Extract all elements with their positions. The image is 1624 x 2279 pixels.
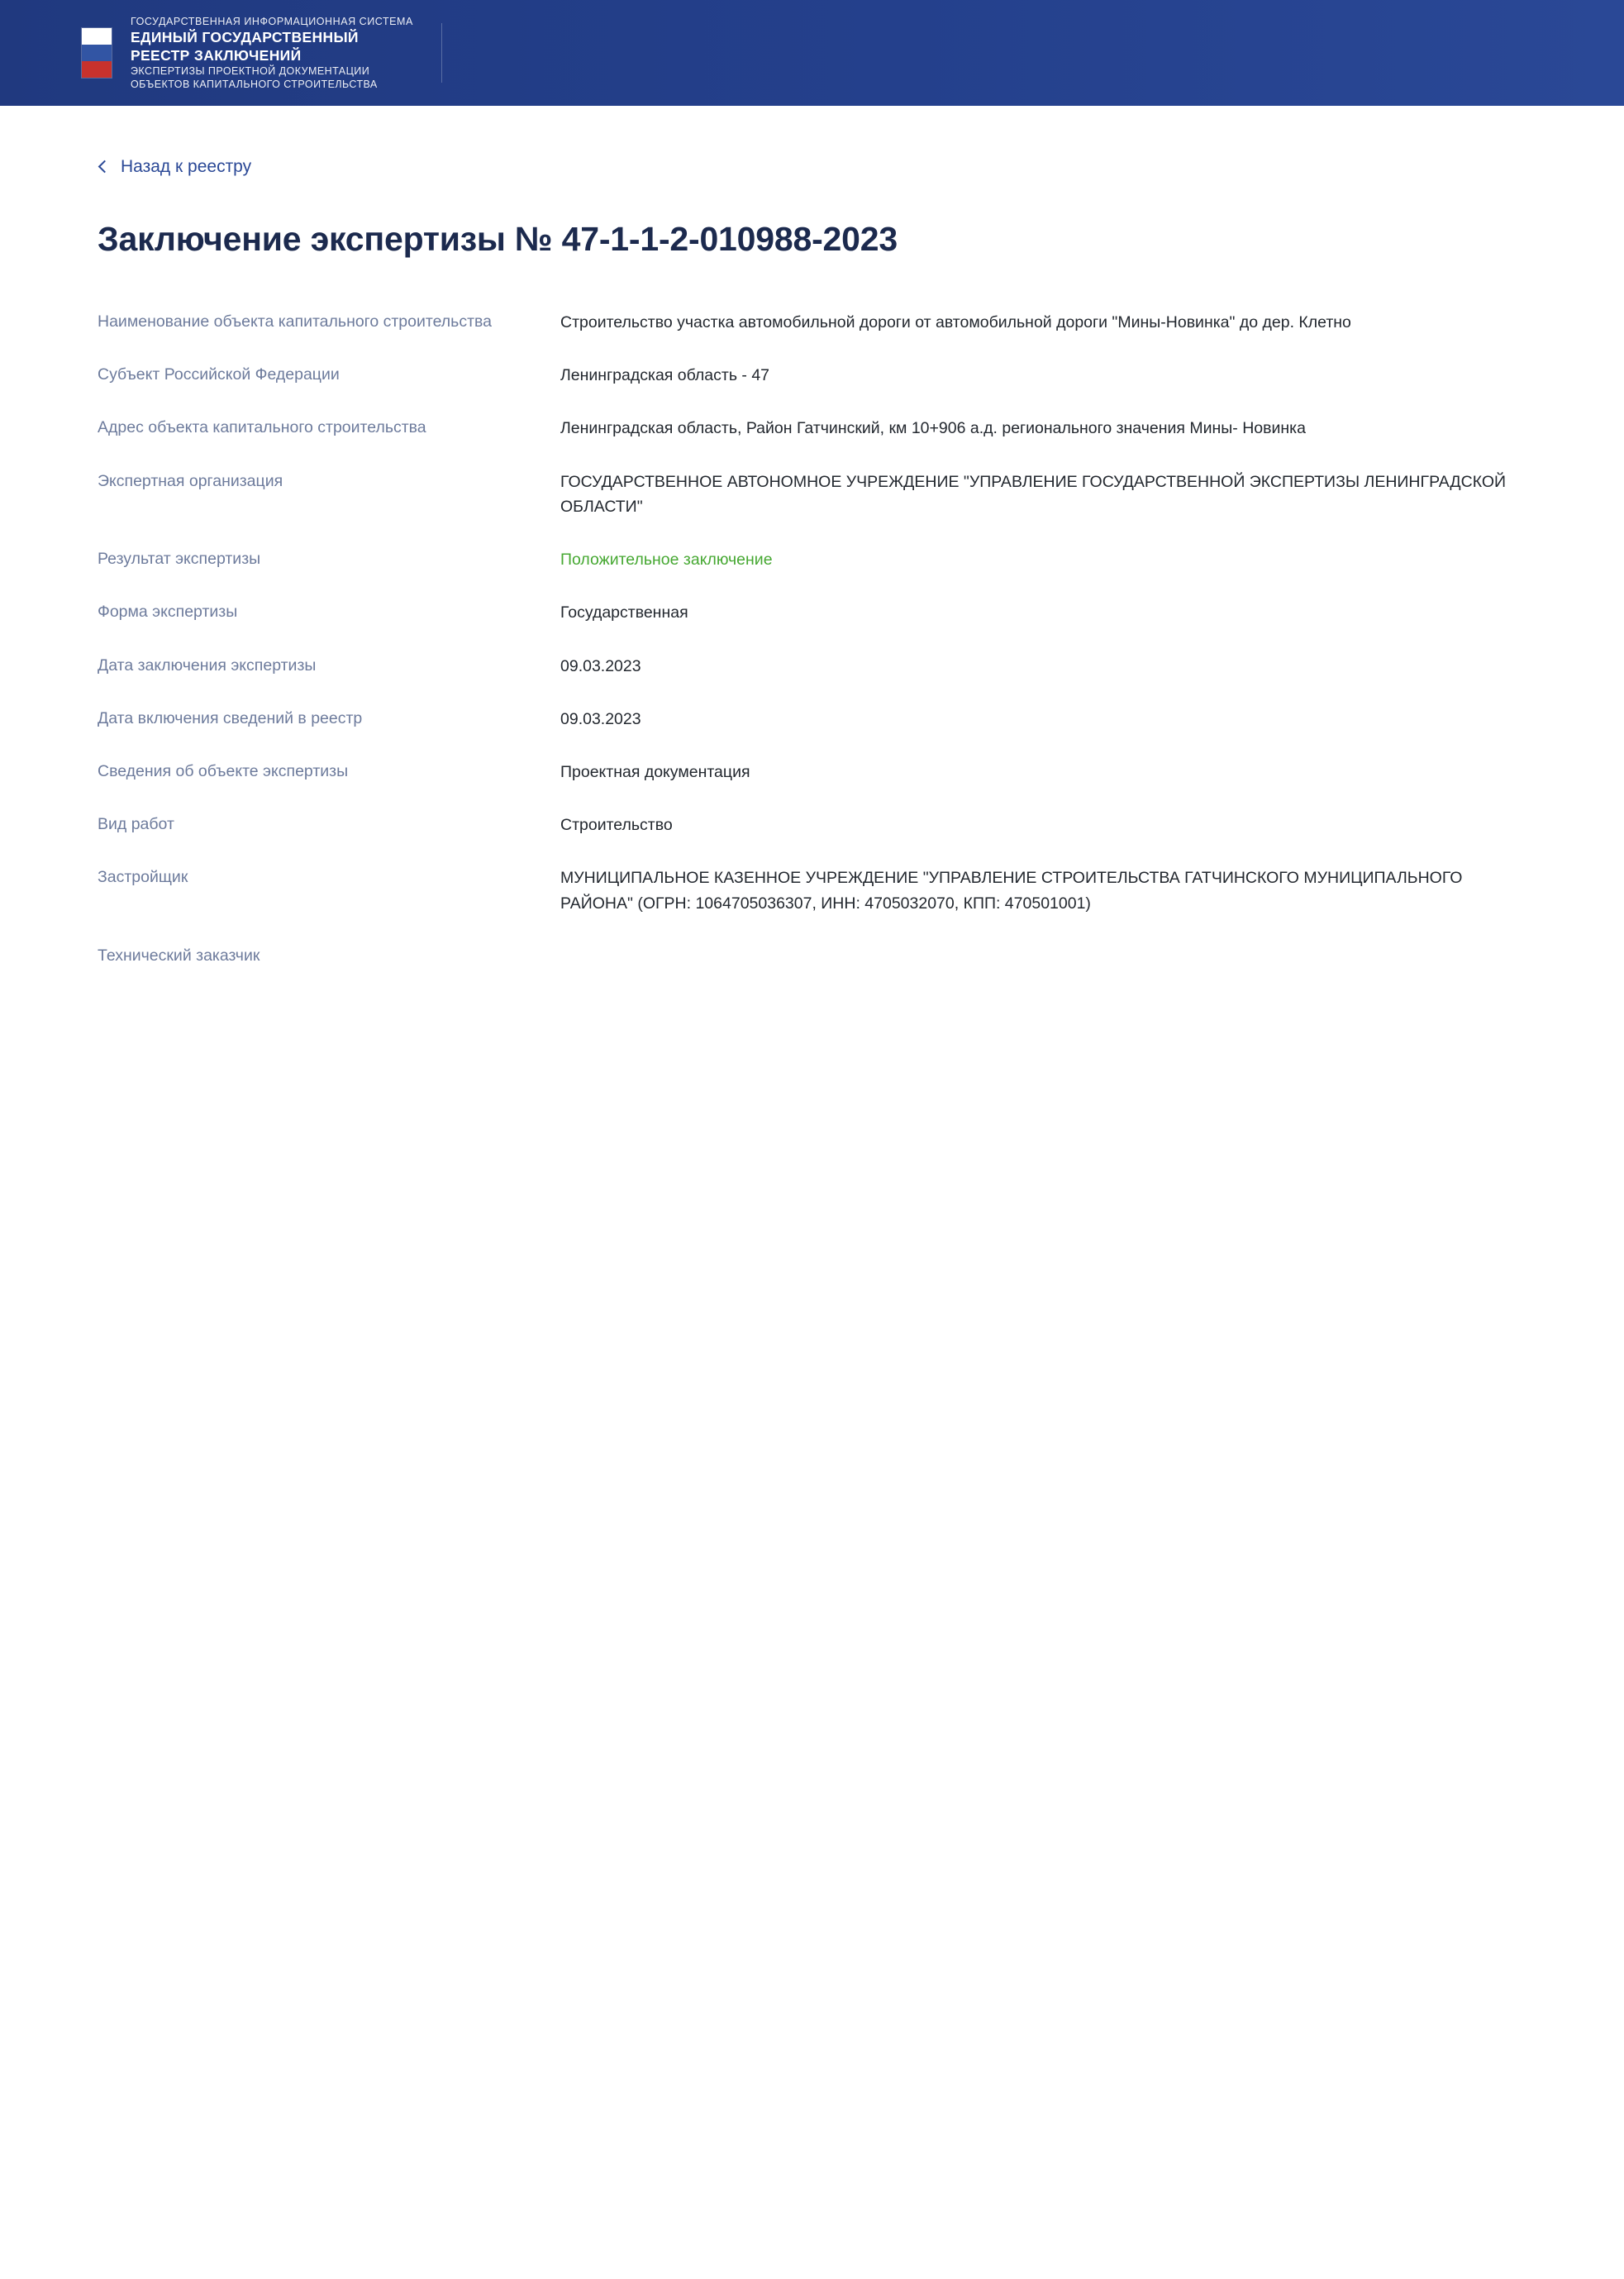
detail-value: ГОСУДАРСТВЕННОЕ АВТОНОМНОЕ УЧРЕЖДЕНИЕ "УПРАВЛЕНИЕ ГОСУДАРСТВЕННОЙ ЭКСПЕРТИЗЫ ЛЕНИНГРАДСКОЙ ОБЛАСТИ" bbox=[560, 472, 1507, 516]
russian-flag-icon bbox=[81, 27, 112, 79]
detail-label: Застройщик bbox=[98, 868, 188, 887]
detail-value: 09.03.2023 bbox=[560, 709, 641, 728]
detail-label: Экспертная организация bbox=[98, 471, 283, 490]
detail-row bbox=[98, 363, 1533, 416]
detail-label: Результат экспертизы bbox=[98, 550, 261, 569]
site-header bbox=[0, 0, 1624, 106]
detail-row bbox=[98, 813, 1533, 865]
detail-value: Государственная bbox=[560, 603, 688, 622]
detail-label: Субъект Российской Федерации bbox=[98, 365, 340, 384]
detail-row bbox=[98, 470, 1533, 547]
detail-row bbox=[98, 944, 1533, 968]
back-to-registry-link[interactable] bbox=[98, 157, 251, 177]
logo-divider bbox=[441, 23, 442, 83]
detail-row bbox=[98, 707, 1533, 760]
detail-value: Ленинградская область - 47 bbox=[560, 366, 770, 385]
detail-label: Дата заключения экспертизы bbox=[98, 656, 317, 675]
logo-line-2: ЕДИНЫЙ ГОСУДАРСТВЕННЫЙ bbox=[131, 28, 359, 45]
conclusion-details bbox=[98, 310, 1533, 968]
detail-value: Строительство участка автомобильной дороги от автомобильной дороги "Мины-Новинка" до дер. Клетно bbox=[560, 313, 1351, 331]
logo-line-3: РЕЕСТР ЗАКЛЮЧЕНИЙ bbox=[131, 47, 302, 64]
detail-row bbox=[98, 547, 1533, 600]
detail-row bbox=[98, 600, 1533, 653]
detail-row bbox=[98, 416, 1533, 469]
page-title: Заключение экспертизы № 47-1-1-2-010988-2023 bbox=[98, 220, 898, 258]
logo-text bbox=[131, 15, 413, 92]
detail-label: Адрес объекта капитального строительства bbox=[98, 418, 426, 437]
page-content bbox=[0, 106, 1624, 968]
site-logo[interactable] bbox=[81, 15, 413, 92]
chevron-left-icon bbox=[98, 161, 109, 173]
detail-label: Наименование объекта капитального строительства bbox=[98, 312, 493, 331]
detail-value: Ленинградская область, Район Гатчинский, км 10+906 а.д. регионального значения Мины- Новинка bbox=[560, 419, 1306, 438]
back-to-registry-label: Назад к реестру bbox=[121, 157, 252, 176]
detail-value: МУНИЦИПАЛЬНОЕ КАЗЕННОЕ УЧРЕЖДЕНИЕ "УПРАВЛЕНИЕ СТРОИТЕЛЬСТВА ГАТЧИНСКОГО МУНИЦИПАЛЬНОГО РАЙОНА" (ОГРН: 1064705036307, ИНН: 4705032070, КПП: 470501001) bbox=[560, 869, 1463, 913]
detail-value: Проектная документация bbox=[560, 762, 750, 781]
logo-line-4: ЭКСПЕРТИЗЫ ПРОЕКТНОЙ ДОКУМЕНТАЦИИ bbox=[131, 65, 370, 78]
detail-label: Технический заказчик bbox=[98, 946, 260, 965]
detail-label: Дата включения сведений в реестр bbox=[98, 708, 363, 727]
detail-value: 09.03.2023 bbox=[560, 656, 641, 675]
detail-label: Форма экспертизы bbox=[98, 603, 238, 622]
detail-label: Сведения об объекте экспертизы bbox=[98, 761, 349, 780]
logo-line-1: ГОСУДАРСТВЕННАЯ ИНФОРМАЦИОННАЯ СИСТЕМА bbox=[131, 15, 413, 27]
detail-value: Строительство bbox=[560, 816, 673, 835]
detail-value: Положительное заключение bbox=[560, 551, 773, 570]
detail-label: Вид работ bbox=[98, 815, 174, 834]
detail-row bbox=[98, 310, 1533, 363]
detail-row bbox=[98, 654, 1533, 707]
detail-row bbox=[98, 760, 1533, 813]
logo-line-5: ОБЪЕКТОВ КАПИТАЛЬНОГО СТРОИТЕЛЬСТВА bbox=[131, 79, 378, 91]
detail-row bbox=[98, 865, 1533, 943]
